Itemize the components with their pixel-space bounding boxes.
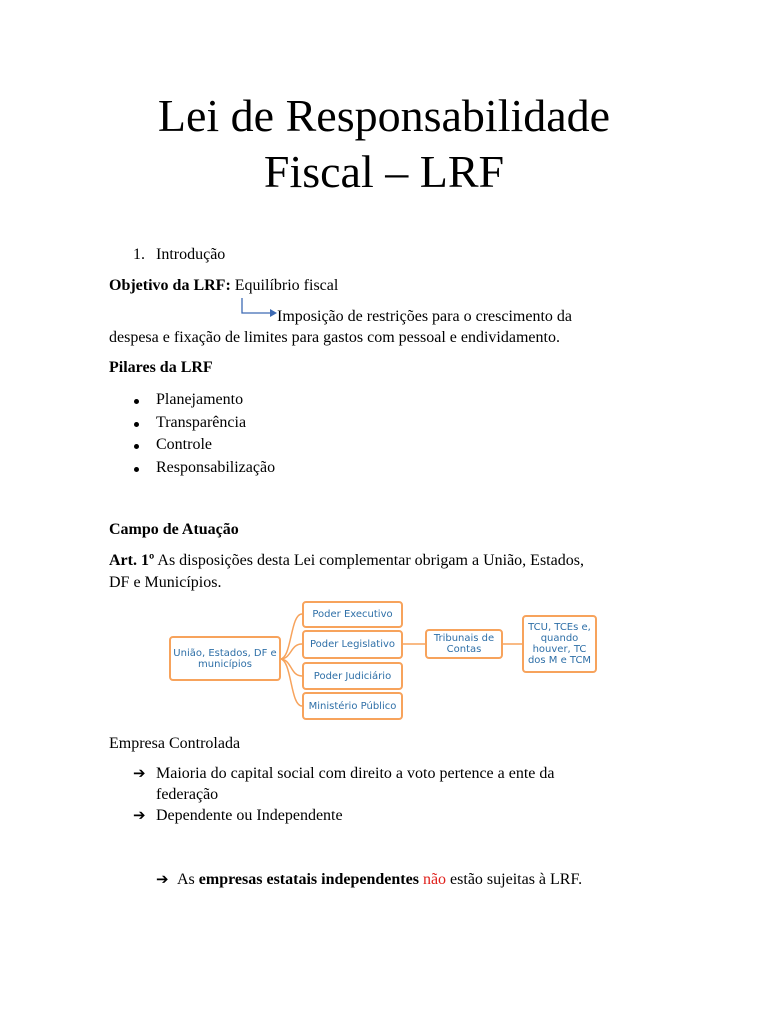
art-1-label: Art. 1º [109,552,155,569]
bullet-icon [134,444,139,449]
pilares-heading: Pilares da LRF [109,359,213,376]
art-1-line-1 [109,551,584,571]
diagram-root-box: União, Estados, DF e municípios [169,636,281,681]
connector-line [280,659,302,676]
note-red: não [422,871,447,888]
diagram-branch-box: Poder Judiciário [302,662,403,690]
bullet-icon [134,399,139,404]
empresa-item-2: Dependente ou Independente [156,807,343,824]
intro-heading: Introdução [156,246,226,263]
empresa-heading: Empresa Controlada [109,735,241,752]
arrow-right-icon: ➔ [133,764,146,782]
bullet-icon [134,422,139,427]
pilar-item: Controle [156,436,212,453]
connector-line [280,659,302,706]
objetivo-detail-line-2: despesa e fixação de limites para gastos com pessoal e endividamento. [109,329,560,346]
pilar-item: Responsabilização [156,459,276,476]
diagram-branch-box: Poder Legislativo [302,630,403,659]
arrow-right-icon: ➔ [133,806,146,824]
diagram-tribunais-box: Tribunais de Contas [425,629,503,659]
empresa-item-1-line-2: federação [156,786,219,803]
elbow-arrow-icon [240,296,280,320]
diagram-tcu-box: TCU, TCEs e, quando houver, TC dos M e TCM [522,615,597,673]
pilar-item: Transparência [156,414,247,431]
diagram-branch-box: Ministério Público [302,692,403,720]
objetivo-line [109,276,338,296]
objetivo-label: Objetivo da LRF: [109,277,231,294]
empresa-note [177,870,582,890]
page-title-line-2: Fiscal – LRF [263,146,505,197]
objetivo-value: Equilíbrio fiscal [234,277,339,294]
art-1-line-2: DF e Municípios. [109,574,222,591]
note-bold: empresas estatais independentes [198,871,419,888]
note-before: As [177,871,195,888]
note-after: estão sujeitas à LRF. [450,871,583,888]
connector-line [280,614,302,659]
empresa-item-1-line-1: Maioria do capital social com direito a voto pertence a ente da [156,765,555,782]
intro-number: 1. [133,246,145,263]
bullet-icon [134,467,139,472]
connector-line [280,644,302,659]
diagram-branch-box: Poder Executivo [302,601,403,628]
pilar-item: Planejamento [156,391,244,408]
art-1-text: As disposições desta Lei complementar obrigam a União, Estados, [157,552,584,569]
campo-heading: Campo de Atuação [109,521,239,538]
arrow-right-icon: ➔ [156,870,169,888]
page-title-line-1: Lei de Responsabilidade [157,90,611,141]
objetivo-detail-line-1: Imposição de restrições para o crescimento da [277,308,572,325]
